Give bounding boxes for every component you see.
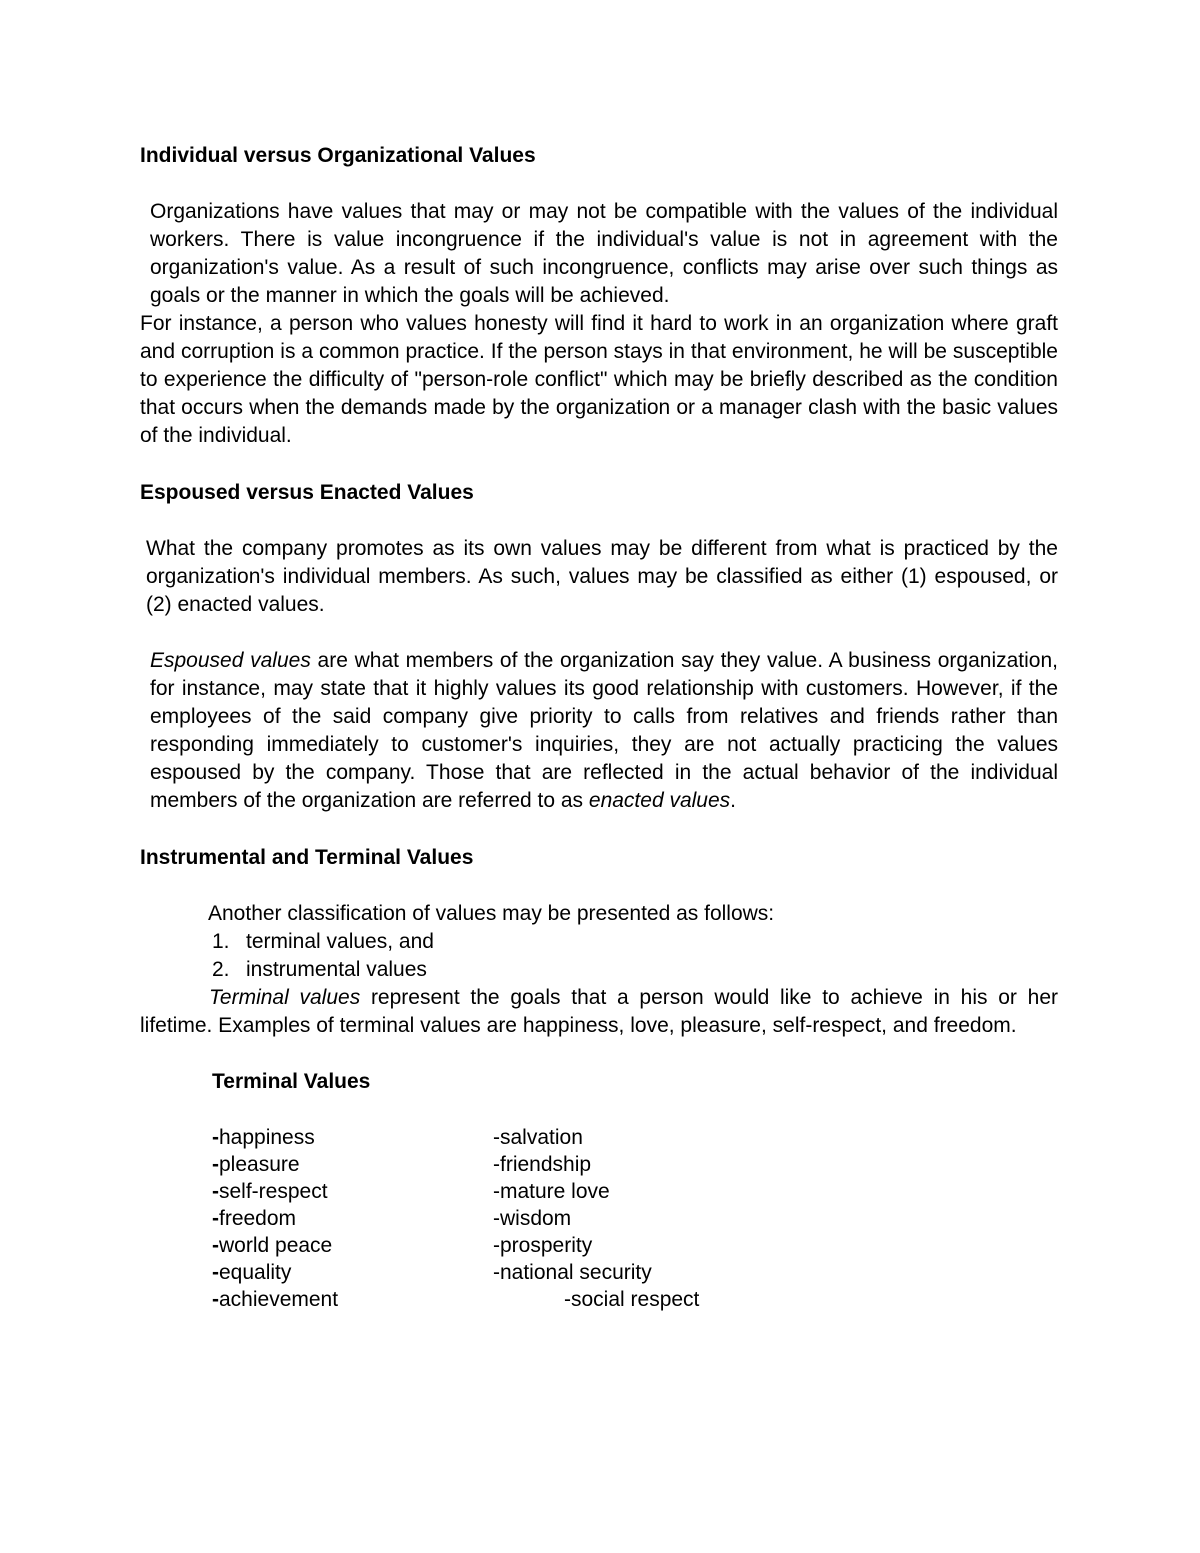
- classification-list: [210, 928, 1058, 984]
- terminal-value-text: happiness: [219, 1126, 315, 1149]
- list-item-text: instrumental values: [246, 958, 427, 981]
- terminal-value-right: -mature love: [493, 1180, 610, 1203]
- section-heading-instrumental-terminal: Instrumental and Terminal Values: [140, 846, 474, 869]
- espoused-values-term: Espoused values: [150, 649, 311, 672]
- terminal-values-heading: Terminal Values: [212, 1070, 371, 1093]
- terminal-value-left: [212, 1232, 332, 1259]
- espoused-values-end: .: [730, 789, 737, 812]
- terminal-value-text: equality: [219, 1261, 292, 1284]
- enacted-values-term: enacted values: [588, 789, 731, 812]
- terminal-value-text: freedom: [219, 1207, 297, 1230]
- espoused-values-body: are what members of the organization say they value. A business organization, for instance, may state that it highly values its good relationship with customers. However, if the employees of the said company give priority to calls from relatives and friends rather than responding immediately to customer's inquiries, they are not actually practicing the values espoused by the company. Those that are reflected in the actual behavior of the individual members of the organization are referred to as: [150, 649, 1058, 812]
- bullet-dash: -: [212, 1261, 219, 1284]
- section-heading-individual-vs-organizational: Individual versus Organizational Values: [140, 144, 536, 167]
- terminal-values-body: represent the goals that a person would like to achieve in his or her lifetime. Examples of terminal values are happiness, love, pleasure, self-respect, and freedom.: [140, 986, 1059, 1037]
- paragraph-espoused-values: [140, 647, 1058, 815]
- bullet-dash: -: [212, 1153, 219, 1176]
- list-item: [212, 1178, 1058, 1205]
- list-item: [212, 1124, 1058, 1151]
- bullet-dash: -: [212, 1207, 219, 1230]
- bullet-dash: -: [212, 1234, 219, 1257]
- bullet-dash: -: [212, 1126, 219, 1149]
- terminal-value-left: [212, 1124, 315, 1151]
- terminal-value-right: -friendship: [493, 1153, 592, 1176]
- list-item: [210, 928, 1058, 956]
- terminal-value-left: [212, 1205, 296, 1232]
- paragraph-company-promotes: What the company promotes as its own values may be different from what is practiced by the organization's individual members. As such, values may be classified as either (1) espoused, or (2) enacted values.: [146, 537, 1058, 616]
- list-item: [212, 1259, 1058, 1286]
- classification-intro: Another classification of values may be presented as follows:: [208, 902, 775, 925]
- terminal-value-text: achievement: [219, 1288, 339, 1311]
- list-item: [212, 1205, 1058, 1232]
- paragraph-value-incongruence: Organizations have values that may or may not be compatible with the values of the individual workers. There is value incongruence if the individual's value is not in agreement with the organization's value. As a result of such incongruence, conflicts may arise over such things as goals or the manner in which the goals will be achieved.: [150, 200, 1058, 307]
- list-item-number: 2.: [212, 958, 230, 981]
- section-heading-espoused-vs-enacted: Espoused versus Enacted Values: [140, 481, 474, 504]
- terminal-value-text: self-respect: [219, 1180, 328, 1203]
- terminal-value-left: [212, 1259, 291, 1286]
- list-item: [210, 956, 1058, 984]
- terminal-value-left: [212, 1286, 338, 1313]
- terminal-value-text: world peace: [219, 1234, 333, 1257]
- list-item: [212, 1286, 1058, 1313]
- terminal-value-right: -prosperity: [493, 1234, 593, 1257]
- list-item-number: 1.: [212, 930, 230, 953]
- list-item: [212, 1151, 1058, 1178]
- terminal-value-right: -social respect: [564, 1288, 700, 1311]
- bullet-dash: -: [212, 1288, 219, 1311]
- list-item: [212, 1232, 1058, 1259]
- document-page: [140, 140, 1058, 1313]
- classification-block: [208, 900, 1058, 984]
- terminal-values-term: Terminal values: [209, 986, 361, 1009]
- paragraph-terminal-values: [140, 984, 1058, 1040]
- terminal-value-right: -wisdom: [493, 1207, 572, 1230]
- paragraph-person-role-conflict: For instance, a person who values honesty will find it hard to work in an organization where graft and corruption is a common practice. If the person stays in that environment, he will be susceptible to experience the difficulty of "person-role conflict" which may be briefly described as the condition that occurs when the demands made by the organization or a manager clash with the basic values of the individual.: [140, 312, 1058, 447]
- terminal-value-left: [212, 1151, 300, 1178]
- terminal-value-text: pleasure: [219, 1153, 300, 1176]
- terminal-value-right: -national security: [493, 1261, 652, 1284]
- terminal-value-right: -salvation: [493, 1126, 583, 1149]
- terminal-value-left: [212, 1178, 328, 1205]
- terminal-values-list: [212, 1124, 1058, 1313]
- list-item-text: terminal values, and: [246, 930, 434, 953]
- bullet-dash: -: [212, 1180, 219, 1203]
